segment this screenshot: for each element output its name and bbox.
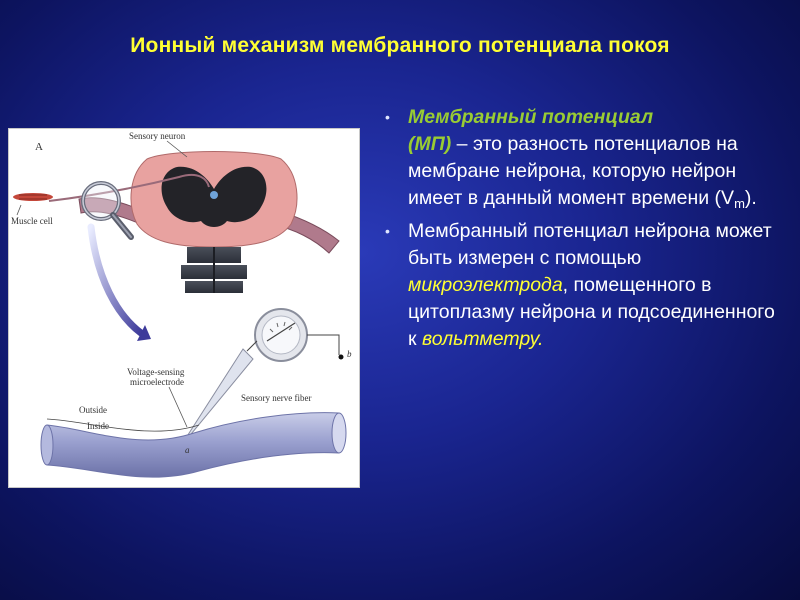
measurement-text-2: , помещенного в цитоплазму нейрона и подсоединенного к bbox=[408, 274, 775, 350]
bullet-dot-icon: • bbox=[385, 223, 390, 239]
definition-text: – это разность потенциалов на мембране нейрона, которую нейрон имеет в данный момент времени (V bbox=[408, 133, 738, 209]
voltmeter-term: вольтметру. bbox=[421, 328, 544, 350]
slide-title: Ионный механизм мембранного потенциала покоя bbox=[130, 34, 670, 57]
label-sensory-neuron: Sensory neuron bbox=[129, 131, 186, 141]
label-sensory-nerve-fiber: Sensory nerve fiber bbox=[241, 393, 312, 403]
definition-end: ). bbox=[744, 187, 757, 209]
label-muscle-cell: Muscle cell bbox=[11, 216, 53, 226]
label-outside: Outside bbox=[79, 405, 107, 415]
label-voltage-sensing: Voltage-sensing bbox=[127, 367, 185, 377]
neuron-diagram bbox=[8, 128, 360, 488]
bullet-dot-icon: • bbox=[385, 109, 390, 125]
bullet-item-2 bbox=[378, 218, 788, 353]
label-microelectrode: microelectrode bbox=[130, 377, 184, 387]
panel-letter: A bbox=[35, 141, 43, 153]
central-canal bbox=[210, 191, 218, 199]
diagram-svg bbox=[9, 129, 360, 488]
microelectrode-term: микроэлектрода bbox=[408, 274, 563, 296]
label-inside: Inside bbox=[87, 421, 109, 431]
muscle-cell bbox=[13, 193, 53, 201]
label-point-b: b bbox=[347, 349, 352, 359]
bullet-list bbox=[378, 104, 788, 359]
vm-subscript: m bbox=[734, 196, 745, 211]
measurement-text: Мембранный потенциал нейрона может быть измерен с помощью bbox=[408, 220, 772, 269]
term-abbreviation: (МП) bbox=[408, 133, 452, 155]
voltmeter-wire-a bbox=[247, 341, 257, 351]
voltmeter-icon bbox=[255, 309, 307, 361]
bullet-item-1 bbox=[378, 104, 788, 212]
zoom-arrow bbox=[91, 227, 141, 333]
term-membrane-potential: Мембранный потенциал bbox=[408, 106, 654, 128]
label-point-a: a bbox=[185, 445, 190, 455]
voltmeter-wire-b bbox=[307, 335, 339, 355]
